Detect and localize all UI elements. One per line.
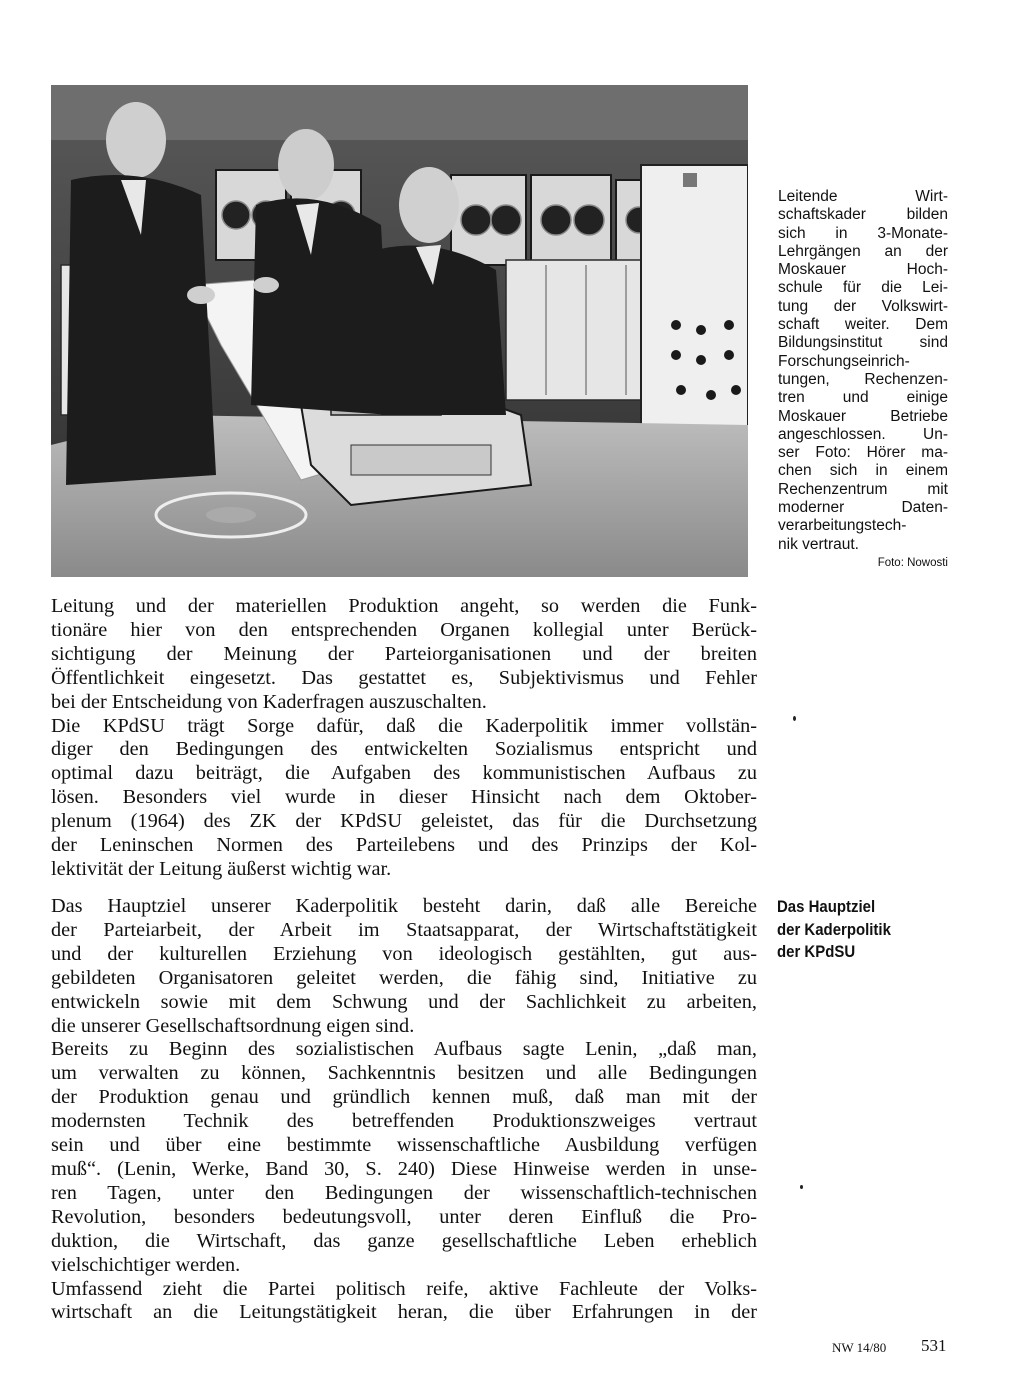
text-line: duktion, die Wirtschaft, das ganze gesellschaftliche Leben erheblich <box>51 1229 757 1252</box>
text-line: die unserer Gesellschaftsordnung eigen sind. <box>51 1014 415 1037</box>
section-sidehead <box>777 896 953 964</box>
text-line: Das Hauptziel unserer Kaderpolitik besteht darin, daß alle Bereiche <box>51 895 757 917</box>
text-line: Umfassend zieht die Partei politisch reife, aktive Fachleute der Volks- <box>51 1277 757 1300</box>
issue-reference: NW 14/80 <box>832 1340 887 1355</box>
caption-line: Lehrgängen an der <box>778 242 948 260</box>
text-line: sichtigung der Meinung der Parteiorganisationen und der breiten <box>51 642 757 665</box>
page-number: 531 <box>921 1336 947 1355</box>
caption-line: tung der Volkswirt- <box>778 297 948 315</box>
text-line: Bereits zu Beginn des sozialistischen Aufbaus sagte Lenin, „daß man, <box>51 1038 757 1061</box>
caption-line: moderner Daten- <box>778 499 948 517</box>
text-line: lösen. Besonders viel wurde in dieser Hinsicht nach dem Oktober- <box>51 786 757 809</box>
photo-computer-center <box>51 85 748 577</box>
caption-line: schaftskader bilden <box>778 206 948 224</box>
body-paragraph-block-1 <box>51 595 757 882</box>
print-speck <box>800 1185 803 1189</box>
text-line: Die KPdSU trägt Sorge dafür, daß die Kaderpolitik immer vollstän- <box>51 714 757 737</box>
text-line: Leitung und der materiellen Produktion angeht, so werden die Funk- <box>51 595 757 617</box>
caption-line: ser Foto: Hörer ma- <box>778 444 948 462</box>
text-line: Revolution, besonders bedeutungsvoll, unter deren Einfluß die Pro- <box>51 1205 757 1228</box>
text-line: der Produktion genau und gründlich kennen muß, daß man mit der <box>51 1086 757 1109</box>
text-line: entwickeln sowie mit dem Schwung und der Sachlichkeit zu arbeiten, <box>51 990 757 1013</box>
text-line: ren Tagen, unter den Bedingungen der wissenschaftlich-technischen <box>51 1181 757 1204</box>
text-line: Öffentlichkeit eingesetzt. Das gestattet es, Subjektivismus und Fehler <box>51 666 757 689</box>
sidehead-line: Das Hauptziel <box>777 897 876 916</box>
caption-line: schaft weiter. Dem <box>778 316 948 334</box>
caption-line: Forschungseinrich- <box>778 352 910 370</box>
text-line: um verwalten zu können, Sachkenntnis besitzen und alle Bedingungen <box>51 1062 757 1085</box>
caption-line: chen sich in einem <box>778 462 948 480</box>
text-line: lektivität der Leitung äußerst wichtig war. <box>51 857 392 880</box>
caption-line: sich in 3-Monate- <box>778 224 948 242</box>
photo-icon <box>51 85 748 577</box>
caption-line: Rechenzentrum mit <box>778 480 948 498</box>
text-line: und der kulturellen Erziehung von ideologisch gestählten, gut aus- <box>51 942 757 965</box>
caption-line: angeschlossen. Un- <box>778 425 948 443</box>
caption-line: verarbeitungstech- <box>778 517 907 535</box>
text-line: gebildeten Organisatoren geleitet werden, die fähig sind, Initiative zu <box>51 966 757 989</box>
text-line: tionäre hier von den entsprechenden Organen kollegial unter Berück- <box>51 618 757 641</box>
text-line: bei der Entscheidung von Kaderfragen auszuschalten. <box>51 690 487 713</box>
text-line: sein und über eine bestimmte wissenschaftliche Ausbildung verfügen <box>51 1134 757 1157</box>
body-paragraph-block-2 <box>51 895 757 1325</box>
text-line: optimal dazu beiträgt, die Aufgaben des kommunistischen Aufbaus zu <box>51 762 757 785</box>
text-line: vielschichtiger werden. <box>51 1253 241 1276</box>
text-line: diger den Bedingungen des entwickelten Sozialismus entspricht und <box>51 738 757 761</box>
text-line: muß“. (Lenin, Werke, Band 30, S. 240) Diese Hinweise werden in unse- <box>51 1157 757 1180</box>
caption-line: Bildungsinstitut sind <box>778 334 948 352</box>
sidehead-line: der KPdSU <box>777 942 856 961</box>
print-speck <box>793 716 796 721</box>
caption-line: tren und einige <box>778 389 948 407</box>
text-line: wirtschaft an die Leitungstätigkeit heran, die über Erfahrungen in der <box>51 1301 757 1324</box>
caption-line: nik vertraut. <box>778 535 859 553</box>
text-line: modernsten Technik des betreffenden Produktionszweiges vertraut <box>51 1110 757 1133</box>
caption-line: schule für die Lei- <box>778 279 948 297</box>
caption-line: tungen, Rechenzen- <box>778 370 948 388</box>
photo-credit: Foto: Nowosti <box>877 557 948 569</box>
caption-line: Moskauer Hoch- <box>778 261 948 279</box>
photo-caption <box>778 188 948 554</box>
text-line: plenum (1964) des ZK der KPdSU geleistet, das für die Durchsetzung <box>51 810 757 833</box>
text-line: der Leninschen Normen des Parteilebens und des Prinzips der Kol- <box>51 834 757 857</box>
caption-line: Leitende Wirt- <box>778 188 948 205</box>
sidehead-line: der Kaderpolitik <box>777 919 891 939</box>
caption-line: Moskauer Betriebe <box>778 407 948 425</box>
text-line: der Parteiarbeit, der Arbeit im Staatsapparat, der Wirtschaftstätigkeit <box>51 918 757 941</box>
